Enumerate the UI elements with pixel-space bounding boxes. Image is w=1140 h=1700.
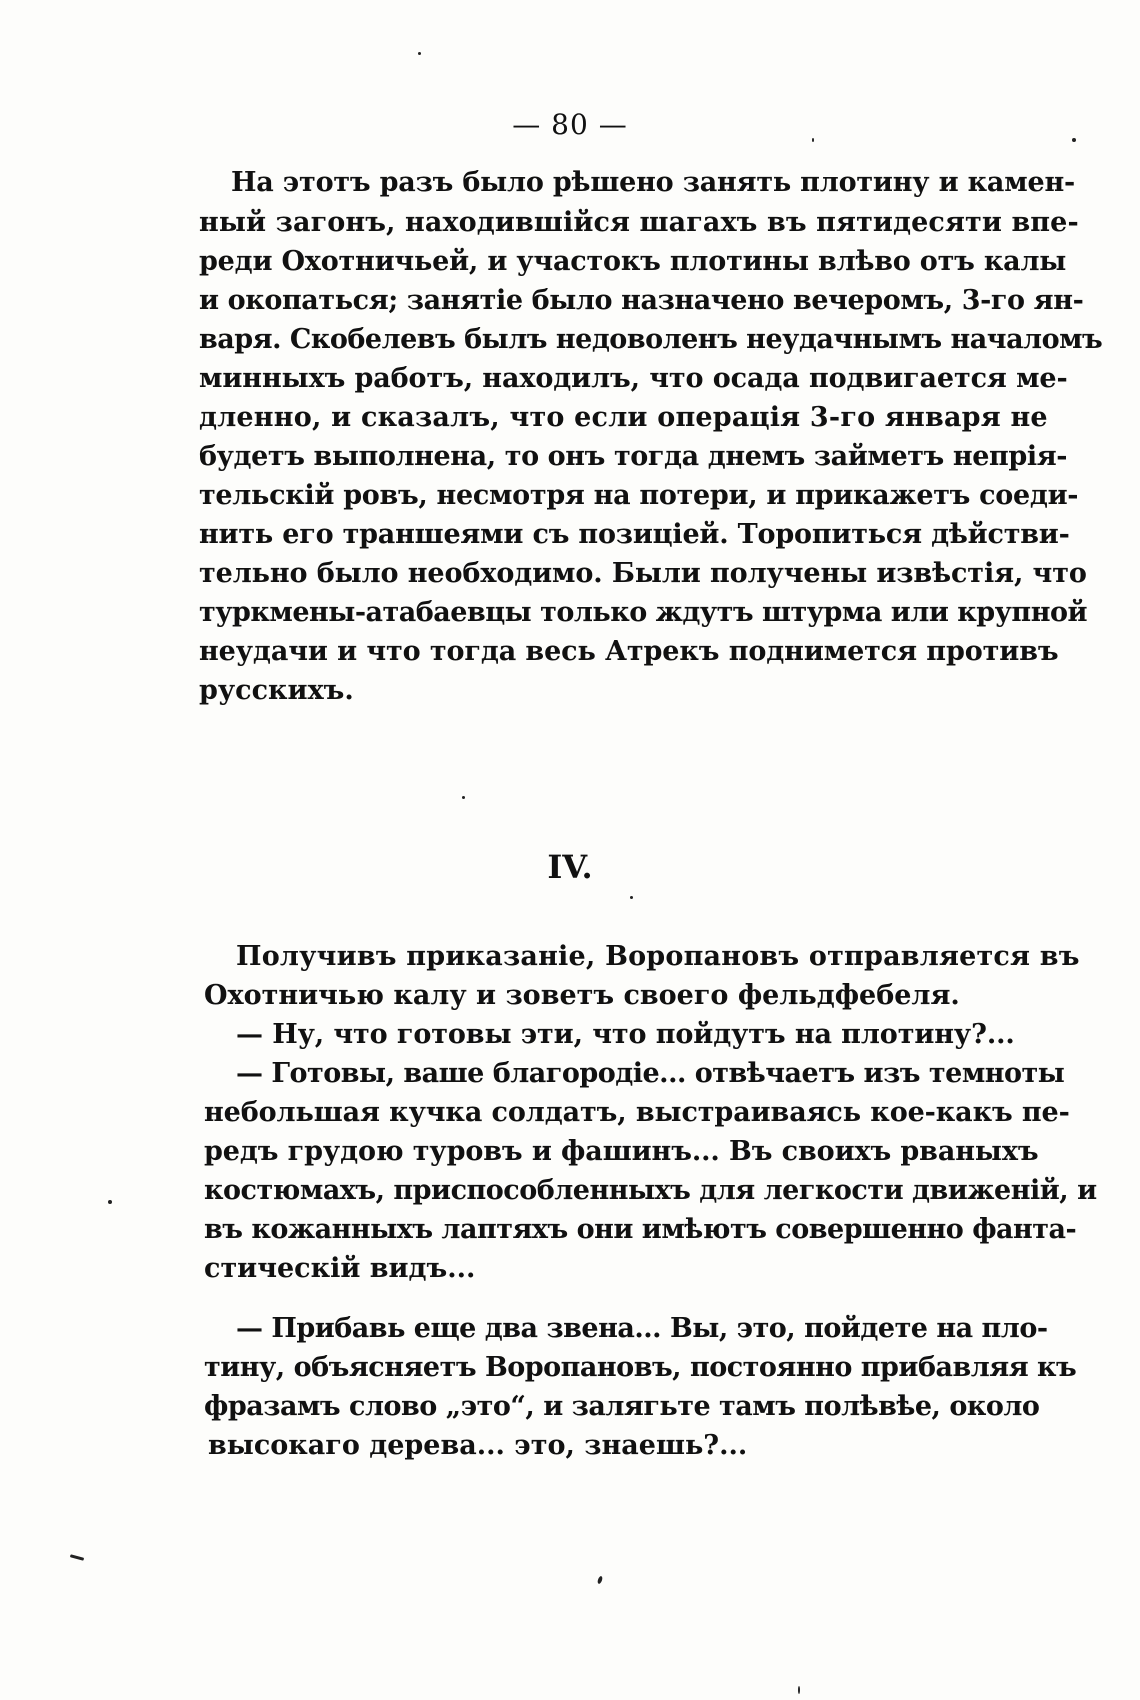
scan-speck (462, 796, 465, 799)
text-line: реди Охотничьей, и участокъ плотины влѣво отъ калы (199, 246, 1067, 277)
text-line: русскихъ. (199, 675, 354, 706)
scan-speck (1072, 138, 1076, 142)
section-title: IV. (547, 848, 593, 886)
text-line: — Ну, что готовы эти, что пойдутъ на плотину?... (236, 1019, 1015, 1050)
text-line: Получивъ приказаніе, Воропановъ отправляется въ (236, 941, 1080, 972)
text-line: туркмены-атабаевцы только ждутъ штурма или крупной (199, 597, 1087, 628)
text-line: тельскій ровъ, несмотря на потери, и прикажетъ соеди- (199, 480, 1079, 511)
scan-speck (108, 1200, 112, 1204)
text-line: и окопаться; занятіе было назначено вечеромъ, 3-го ян- (199, 285, 1084, 316)
text-line: дленно, и сказалъ, что если операція 3-го января не (199, 402, 1048, 433)
scan-speck (798, 1686, 800, 1694)
text-line: будетъ выполнена, то онъ тогда днемъ займетъ непрія- (199, 441, 1068, 472)
scan-speck (418, 52, 421, 55)
text-line: фразамъ слово „это“, и залягьте тамъ полѣвѣе, около (204, 1391, 1040, 1422)
scan-speck (70, 1554, 84, 1561)
text-line: нить его траншеями съ позиціей. Торопиться дѣйстви- (199, 519, 1070, 550)
text-line: стическій видъ... (204, 1253, 476, 1284)
scan-speck (812, 138, 814, 142)
text-line: костюмахъ, приспособленныхъ для легкости движеній, и (204, 1175, 1097, 1206)
text-line: — Прибавь еще два звена... Вы, это, пойдете на пло- (236, 1313, 1048, 1344)
scan-speck (630, 896, 633, 899)
text-line: ный загонъ, находившійся шагахъ въ пятидесяти впе- (199, 207, 1079, 238)
page-number: — 80 — (512, 108, 628, 141)
text-line: въ кожанныхъ лаптяхъ они имѣютъ совершенно фанта- (204, 1214, 1077, 1245)
text-line: тельно было необходимо. Были получены извѣстія, что (199, 558, 1087, 589)
text-line: минныхъ работъ, находилъ, что осада подвигается ме- (199, 363, 1068, 394)
scan-speck (597, 1576, 603, 1585)
text-line: высокаго дерева... это, знаешь?... (208, 1430, 748, 1461)
text-line: неудачи и что тогда весь Атрекъ поднимется противъ (199, 636, 1059, 667)
text-line: варя. Скобелевъ былъ недоволенъ неудачнымъ началомъ (199, 324, 1103, 355)
text-line: — Готовы, ваше благородіе... отвѣчаетъ изъ темноты (236, 1058, 1065, 1089)
text-line: Охотничью калу и зоветъ своего фельдфебеля. (204, 980, 960, 1011)
text-line: тину, объясняетъ Воропановъ, постоянно прибавляя къ (204, 1352, 1077, 1383)
text-line: На этотъ разъ было рѣшено занять плотину и камен- (231, 167, 1076, 198)
text-line: редъ грудою туровъ и фашинъ... Въ своихъ рваныхъ (204, 1136, 1039, 1167)
text-line: небольшая кучка солдатъ, выстраиваясь кое-какъ пе- (204, 1097, 1070, 1128)
